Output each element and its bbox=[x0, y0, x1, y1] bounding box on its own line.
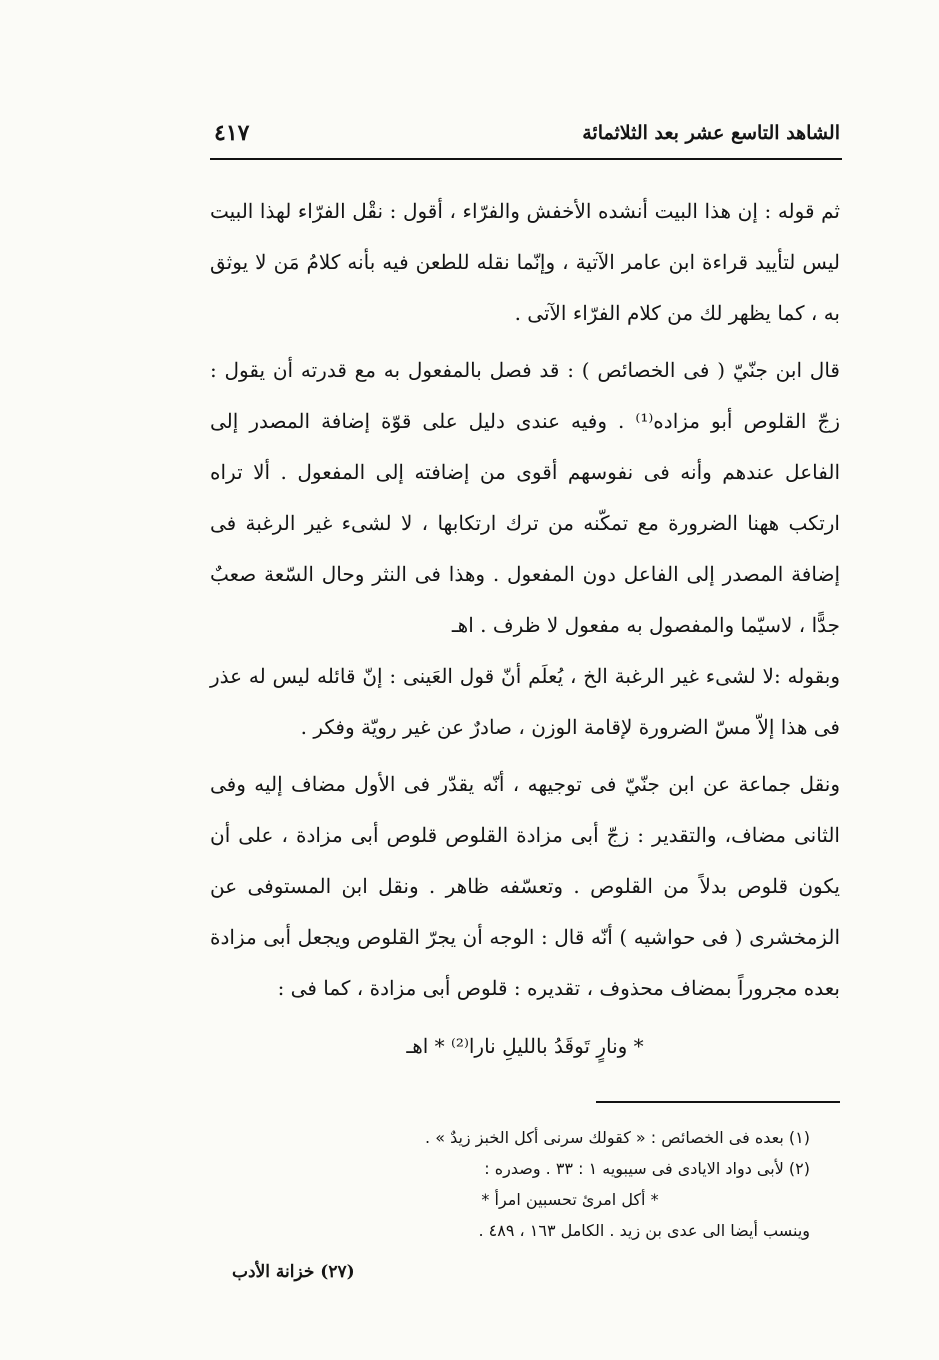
header-rule bbox=[210, 158, 842, 160]
footnote-2-verse: * أكل امرئ تحسبين امرأ * bbox=[481, 1190, 659, 1209]
footnote-1: (١) بعده فى الخصائص : « كقولك سرنى أكل الخبز زيدٌ » . bbox=[425, 1128, 810, 1147]
paragraph-4: ونقل جماعة عن ابن جنّيّ فى توجيهه ، أنّه يقدّر فى الأول مضاف إليه وفى الثانى مضاف، والتقدير : زجّ أبى مزادة القلوص قلوص أبى مزادة ، على أن يكون قلوص بدلاً من القلوص . وتعسّفه ظاهر . ونقل ابن المستوفى عن الزمخشرى ( فى حواشيه ) أنّه قال : الوجه أن يجرّ القلوص ويجعل أبى مزادة بعده مجروراً بمضاف محذوف ، تقديره : قلوص أبى مزادة ، كما فى : bbox=[210, 772, 840, 1000]
main-text bbox=[210, 186, 840, 1076]
verse-line: * ونارٍ تَوقَدُ بالليلِ نارا⁽²⁾ * اهـ bbox=[406, 1034, 644, 1058]
footnote-rule bbox=[596, 1101, 840, 1103]
paragraph-3: وبقوله :لا لشىء غير الرغبة الخ ، يُعلَم أنّ قول العَينى : إنّ قائله ليس له عذر فى هذا إلاّ مسّ الضرورة لإقامة الوزن ، صادرٌ عن غير رويّة وفكر . bbox=[210, 664, 840, 739]
footnote-2: (٢) لأبى دواد الايادى فى سيبويه ١ : ٣٣ . وصدره : bbox=[484, 1159, 810, 1178]
footnotes bbox=[210, 1122, 810, 1246]
printer-signature: (٢٧) خزانة الأدب bbox=[232, 1262, 355, 1282]
page-number: ٤١٧ bbox=[214, 120, 250, 146]
paragraph-2: قال ابن جنّيّ ( فى الخصائص ) : قد فصل بالمفعول به مع قدرته أن يقول : زجّ القلوص أبو مزاده⁽¹⁾ . وفيه عندى دليل على قوّة إضافة المصدر إلى الفاعل عندهم وأنه فى نفوسهم أقوى من إضافته إلى المفعول . ألا تراه ارتكب ههنا الضرورة مع تمكّنه من ترك ارتكابها ، لا لشىء غير الرغبة فى إضافة المصدر إلى الفاعل دون المفعول . وهذا فى النثر وحال السّعة صعبٌ جدًّا ، لاسيّما والمفصول به مفعول لا ظرف . اهـ bbox=[210, 358, 840, 637]
footnote-2-attribution: وينسب أيضا الى عدى بن زيد . الكامل ١٦٣ ، ٤٨٩ . bbox=[478, 1221, 810, 1240]
running-title: الشاهد التاسع عشر بعد الثلاثمائة bbox=[582, 122, 840, 144]
paragraph-1: ثم قوله : إن هذا البيت أنشده الأخفش والفرّاء ، أقول : نقْل الفرّاء لهذا البيت ليس لتأييد قراءة ابن عامر الآتية ، وإنّما نقله للطعن فيه بأنه كلامُ مَن لا يوثق به ، كما يظهر لك من كلام الفرّاء الآتى . bbox=[210, 199, 840, 325]
running-header bbox=[210, 120, 840, 156]
